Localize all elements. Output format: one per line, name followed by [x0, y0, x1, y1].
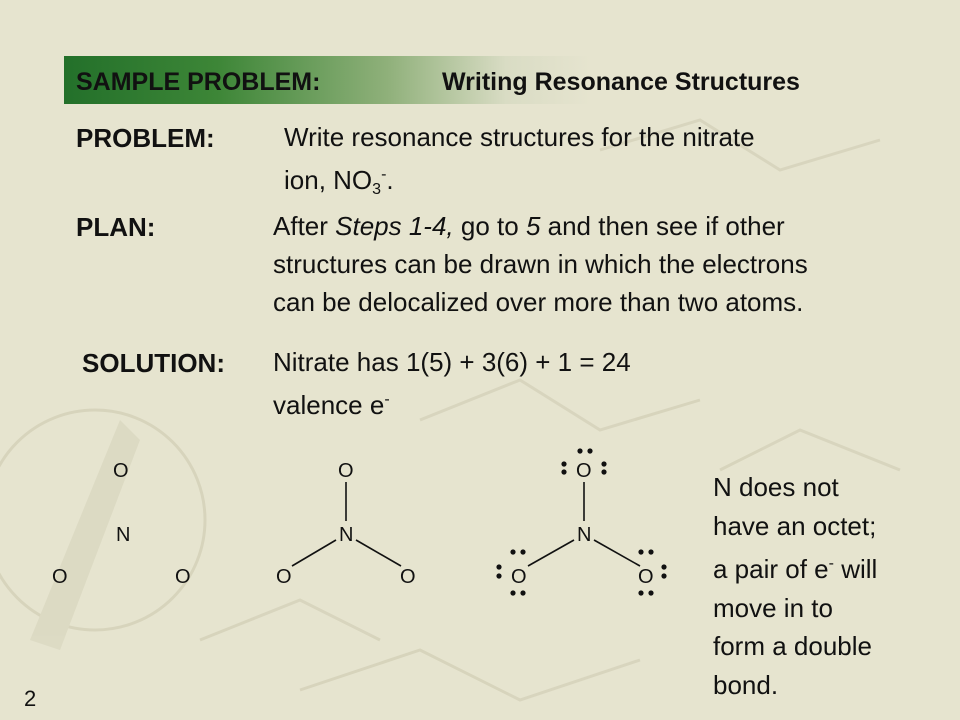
structure2-bond-right [356, 540, 401, 566]
problem-line-1: Write resonance structures for the nitrate [284, 122, 755, 152]
solution-line-1: Nitrate has 1(5) + 3(6) + 1 = 24 [273, 347, 631, 377]
structure2-bond-left [292, 540, 336, 566]
structure3-bond-left [528, 540, 574, 566]
structure-single-bonds [276, 460, 416, 588]
note-line-3 [713, 545, 943, 589]
plan-line-3: can be delocalized over more than two atoms. [273, 287, 804, 317]
structure3-n: N [577, 524, 592, 546]
sample-problem-heading: SAMPLE PROBLEM: [76, 68, 321, 96]
plan-label: PLAN: [76, 212, 156, 242]
problem-label: PROBLEM: [76, 123, 215, 153]
structure3-o-top: O [576, 460, 592, 482]
slide-number: 2 [24, 686, 37, 711]
structure1-o-left: O [52, 566, 68, 588]
note-will-text: will [833, 554, 878, 584]
problem-ion-text: ion, NO [284, 165, 373, 195]
plan-step-5-italic: 5 [525, 211, 541, 241]
octet-note [713, 468, 943, 704]
plan-steps-italic: Steps 1-4, [335, 211, 454, 241]
solution-valence-text: valence e [273, 390, 385, 420]
note-line-6: bond. [713, 669, 779, 700]
problem-ion-period: . [386, 165, 394, 195]
structure2-n: N [339, 524, 354, 546]
note-pair-text: a pair of e [713, 554, 829, 584]
structure3-o-left: O [511, 566, 527, 588]
note-line-1: N does not [713, 472, 839, 502]
note-line-4: move in to [713, 592, 833, 623]
structure-lone-pairs [496, 448, 666, 595]
problem-ion-subscript: 3 [372, 181, 382, 198]
note-line-5: form a double [713, 631, 872, 661]
solution-label: SOLUTION: [82, 348, 225, 378]
plan-text-b: go to [453, 211, 526, 241]
structure2-o-top: O [338, 460, 354, 482]
structure1-o-top: O [113, 460, 129, 482]
structure-atoms-only [52, 460, 191, 588]
slide-title: Writing Resonance Structures [442, 68, 800, 96]
structure2-o-left: O [276, 566, 292, 588]
problem-ion-superscript: - [381, 166, 387, 183]
note-electron-superscript: - [828, 555, 834, 572]
plan-text-a: After [273, 211, 336, 241]
plan-line-2: structures can be drawn in which the electrons [273, 249, 808, 279]
structure3-bond-right [594, 540, 640, 566]
note-line-2: have an octet; [713, 510, 877, 541]
structure2-o-right: O [400, 566, 416, 588]
structure3-o-right: O [638, 566, 654, 588]
structure1-n: N [116, 524, 131, 546]
structure1-o-right: O [175, 566, 191, 588]
plan-text-c: and then see if other [540, 211, 785, 241]
solution-electron-superscript: - [384, 391, 390, 408]
